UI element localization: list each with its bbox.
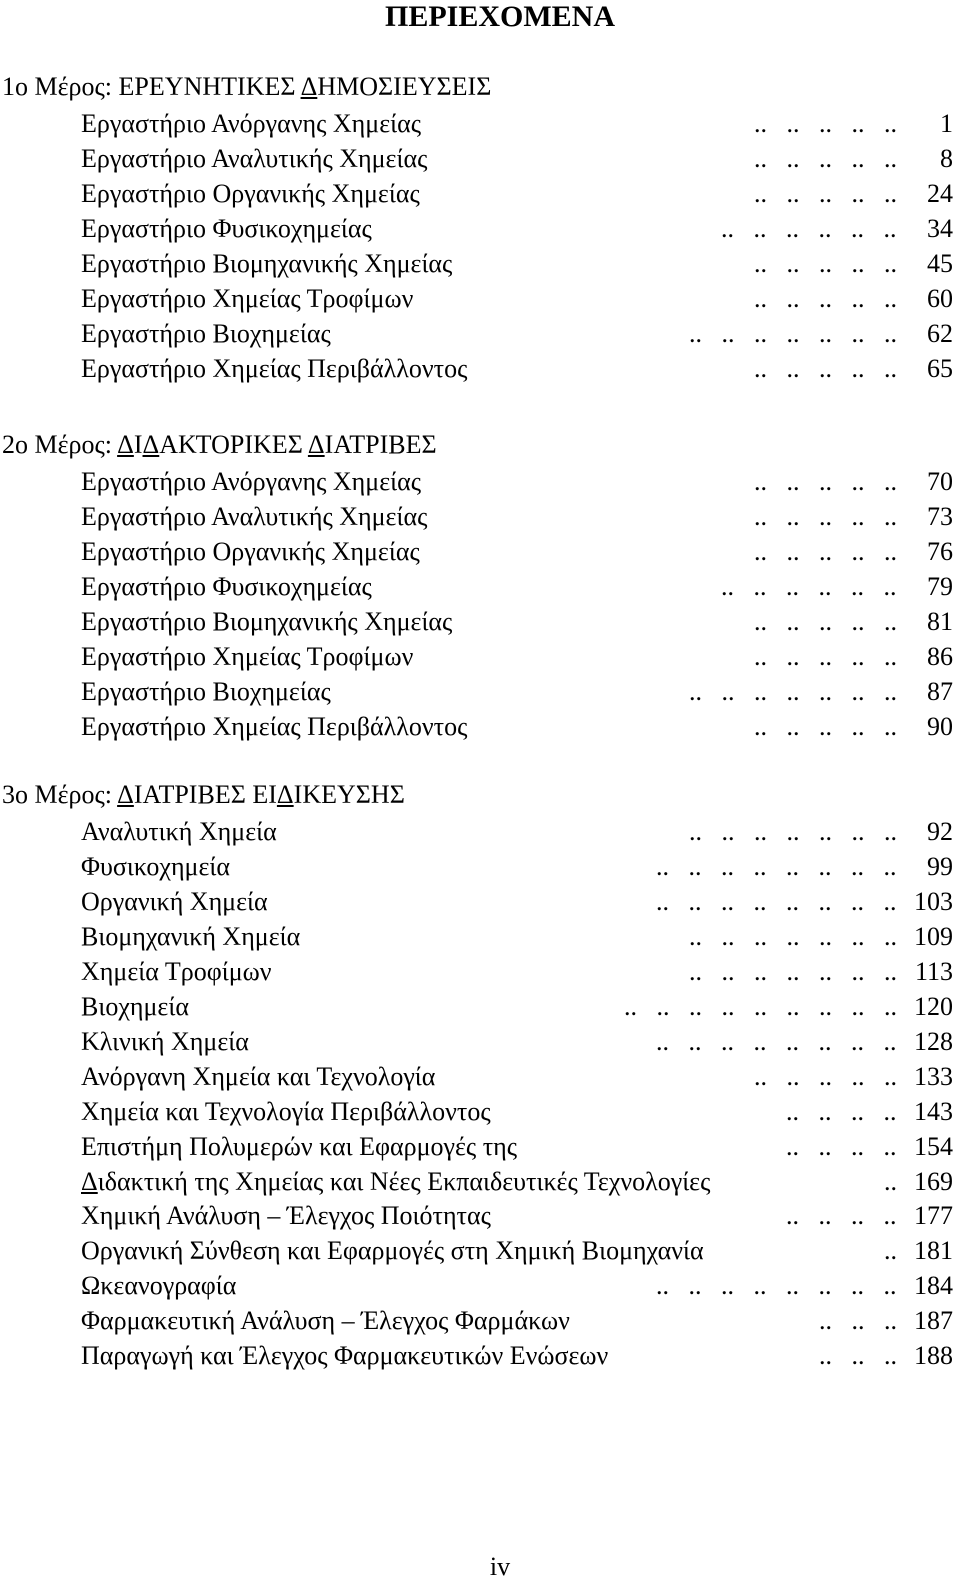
toc-entry[interactable] bbox=[81, 352, 953, 386]
toc-entry[interactable] bbox=[81, 710, 953, 744]
toc-entry-title: Χημεία και Τεχνολογία Περιβάλλοντος bbox=[81, 1096, 491, 1126]
toc-entry[interactable] bbox=[81, 990, 953, 1024]
toc-entry-title: Βιομηχανική Χημεία bbox=[81, 921, 301, 951]
toc-entry[interactable] bbox=[81, 1060, 953, 1094]
toc-dot-leader: .. .. .. .. .. .. .. bbox=[689, 956, 897, 986]
toc-entry[interactable] bbox=[81, 535, 953, 569]
toc-entry-title: Βιοχημεία bbox=[81, 991, 189, 1021]
section-heading bbox=[2, 72, 491, 102]
toc-entry-title: Εργαστήριο Φυσικοχημείας bbox=[81, 213, 372, 243]
toc-dot-leader: .. .. .. .. bbox=[786, 1096, 897, 1126]
toc-dot-leader: .. .. .. .. .. bbox=[754, 467, 897, 496]
toc-entry[interactable] bbox=[81, 815, 953, 849]
toc-dot-leader: .. .. .. .. .. bbox=[754, 536, 897, 566]
toc-entry-title: Εργαστήριο Χημείας Περιβάλλοντος bbox=[81, 353, 468, 383]
toc-entry-title: Διδακτική της Χημείας και Νέες Εκπαιδευτικές Τεχνολογίες bbox=[81, 1166, 711, 1196]
section-heading bbox=[2, 780, 405, 810]
toc-page-number: 86 bbox=[927, 641, 953, 671]
toc-page-number: 103 bbox=[914, 886, 953, 916]
toc-page-number: 133 bbox=[914, 1061, 953, 1091]
toc-page-number: 90 bbox=[927, 711, 953, 741]
toc-entry[interactable] bbox=[81, 850, 953, 884]
toc-entry[interactable] bbox=[81, 675, 953, 709]
toc-entry-title: Οργανική Σύνθεση και Εφαρμογές στη Χημική Βιομηχανία bbox=[81, 1236, 704, 1266]
toc-page-number: 60 bbox=[927, 283, 953, 313]
toc-dot-leader: .. .. .. .. bbox=[786, 1131, 897, 1161]
toc-dot-leader: .. .. .. .. bbox=[786, 1201, 897, 1231]
toc-dot-leader: .. .. .. .. .. .. .. .. bbox=[656, 1026, 897, 1056]
toc-entry-title: Εργαστήριο Αναλυτικής Χημείας bbox=[81, 143, 428, 173]
toc-dot-leader: .. .. .. .. .. .. .. .. .. bbox=[624, 991, 897, 1021]
toc-page-number: 109 bbox=[914, 921, 953, 951]
toc-entry-title: Εργαστήριο Αναλυτικής Χημείας bbox=[81, 501, 428, 531]
toc-dot-leader: .. .. .. .. .. bbox=[754, 109, 897, 138]
toc-dot-leader: .. .. .. .. .. .. .. .. bbox=[656, 1271, 897, 1301]
toc-entry-title: Αναλυτική Χημεία bbox=[81, 817, 277, 846]
toc-entry[interactable] bbox=[81, 1234, 953, 1268]
toc-page-number: 62 bbox=[927, 318, 953, 348]
toc-entry[interactable] bbox=[81, 1130, 953, 1164]
toc-entry-title: Εργαστήριο Βιομηχανικής Χημείας bbox=[81, 248, 453, 278]
toc-page-number: 81 bbox=[927, 606, 953, 636]
toc-page-number: 187 bbox=[914, 1306, 953, 1336]
toc-entry[interactable] bbox=[81, 1199, 953, 1233]
section-heading-prefix: 2ο Μέρος: bbox=[2, 430, 118, 459]
toc-entry-title: Φυσικοχημεία bbox=[81, 851, 231, 881]
toc-dot-leader: .. .. .. .. .. bbox=[754, 248, 897, 278]
toc-entry[interactable] bbox=[81, 605, 953, 639]
toc-page-number: 70 bbox=[927, 467, 953, 496]
toc-page-number: 154 bbox=[914, 1131, 953, 1161]
toc-entry-title: Κλινική Χημεία bbox=[81, 1026, 249, 1056]
toc-page-number: 76 bbox=[927, 536, 953, 566]
toc-dot-leader: .. .. .. .. .. .. .. bbox=[689, 676, 897, 706]
toc-dot-leader: .. .. .. .. .. .. .. bbox=[689, 817, 897, 846]
toc-page-number: 143 bbox=[914, 1096, 953, 1126]
toc-entry[interactable] bbox=[81, 885, 953, 919]
section-heading-prefix: 3ο Μέρος: bbox=[2, 780, 118, 809]
toc-entry[interactable] bbox=[81, 1165, 953, 1199]
toc-page-number: 181 bbox=[914, 1236, 953, 1266]
toc-dot-leader: .. .. .. .. .. .. .. bbox=[689, 921, 897, 951]
toc-entry-title: Εργαστήριο Οργανικής Χημείας bbox=[81, 536, 420, 566]
toc-dot-leader: .. .. .. bbox=[819, 1306, 897, 1336]
toc-page-number: 188 bbox=[914, 1341, 953, 1371]
toc-page-number: 113 bbox=[914, 956, 953, 986]
toc-entry[interactable] bbox=[81, 640, 953, 674]
toc-dot-leader: .. bbox=[884, 1236, 897, 1266]
toc-entry[interactable] bbox=[81, 465, 953, 499]
toc-page-number: 177 bbox=[914, 1201, 953, 1231]
toc-entry[interactable] bbox=[81, 955, 953, 989]
toc-entry-title: Εργαστήριο Βιοχημείας bbox=[81, 318, 331, 348]
toc-dot-leader: .. .. .. .. .. bbox=[754, 1061, 897, 1091]
toc-entry[interactable] bbox=[81, 1095, 953, 1129]
toc-dot-leader: .. .. .. .. .. .. .. .. bbox=[656, 886, 897, 916]
toc-entry-title: Εργαστήριο Βιομηχανικής Χημείας bbox=[81, 606, 453, 636]
toc-entry-title: Ανόργανη Χημεία και Τεχνολογία bbox=[81, 1061, 436, 1091]
section-heading-title: ΔΙΑΤΡΙΒΕΣ ΕΙΔΙΚΕΥΣΗΣ bbox=[117, 780, 405, 809]
toc-entry-title: Φαρμακευτική Ανάλυση – Έλεγχος Φαρμάκων bbox=[81, 1306, 570, 1336]
toc-dot-leader: .. .. .. .. .. bbox=[754, 711, 897, 741]
toc-entry[interactable] bbox=[81, 1269, 953, 1303]
toc-entry-title: Εργαστήριο Ανόργανης Χημείας bbox=[81, 467, 422, 496]
toc-entry[interactable] bbox=[81, 177, 953, 211]
toc-entry[interactable] bbox=[81, 1304, 953, 1338]
toc-entry-title: Εργαστήριο Χημείας Τροφίμων bbox=[81, 641, 414, 671]
toc-entry-title: Εργαστήριο Φυσικοχημείας bbox=[81, 571, 372, 601]
toc-page-number: 73 bbox=[927, 501, 953, 531]
toc-entry[interactable] bbox=[81, 1339, 953, 1373]
toc-entry[interactable] bbox=[81, 282, 953, 316]
toc-page-number: 65 bbox=[927, 353, 953, 383]
toc-entry[interactable] bbox=[81, 500, 953, 534]
toc-dot-leader: .. .. .. bbox=[819, 1341, 897, 1371]
toc-page-number: 79 bbox=[927, 571, 953, 601]
toc-entry[interactable] bbox=[81, 1025, 953, 1059]
toc-dot-leader: .. .. .. .. .. bbox=[754, 178, 897, 208]
toc-page-number: 92 bbox=[927, 817, 953, 846]
page-title: ΠΕΡΙΕΧΟΜΕΝΑ bbox=[384, 0, 615, 33]
toc-entry-title: Εργαστήριο Ανόργανης Χημείας bbox=[81, 109, 422, 138]
section-heading-title: ΕΡΕΥΝΗΤΙΚΕΣ ΔΗΜΟΣΙΕΥΣΕΙΣ bbox=[118, 72, 492, 101]
toc-entry-title: Χημεία Τροφίμων bbox=[81, 956, 272, 986]
toc-page-number: 34 bbox=[927, 213, 953, 243]
toc-page-number: 128 bbox=[914, 1026, 953, 1056]
toc-dot-leader: .. .. .. .. .. .. bbox=[721, 213, 897, 243]
toc-dot-leader: .. bbox=[884, 1166, 897, 1196]
toc-dot-leader: .. .. .. .. .. bbox=[754, 501, 897, 531]
toc-page-number: 1 bbox=[940, 109, 953, 138]
toc-entry-title: Εργαστήριο Οργανικής Χημείας bbox=[81, 178, 420, 208]
toc-dot-leader: .. .. .. .. .. bbox=[754, 606, 897, 636]
section-heading-prefix: 1ο Μέρος: bbox=[2, 72, 119, 101]
toc-entry[interactable] bbox=[81, 247, 953, 281]
toc-entry[interactable] bbox=[81, 317, 953, 351]
toc-entry-title: Εργαστήριο Χημείας Τροφίμων bbox=[81, 283, 414, 313]
toc-entry[interactable] bbox=[81, 142, 953, 176]
toc-dot-leader: .. .. .. .. .. bbox=[754, 353, 897, 383]
toc-entry[interactable] bbox=[81, 212, 953, 246]
toc-page-number: 120 bbox=[914, 991, 953, 1021]
toc-dot-leader: .. .. .. .. .. .. .. bbox=[689, 318, 897, 348]
toc-dot-leader: .. .. .. .. .. .. bbox=[721, 571, 897, 601]
toc-page-number: 8 bbox=[940, 143, 953, 173]
page-number-footer: iv bbox=[489, 1552, 511, 1581]
toc-entry-title: Παραγωγή και Έλεγχος Φαρμακευτικών Ενώσεων bbox=[81, 1341, 609, 1371]
toc-entry-title: Οργανική Χημεία bbox=[81, 886, 268, 916]
toc-page-number: 99 bbox=[927, 851, 953, 881]
toc-dot-leader: .. .. .. .. .. bbox=[754, 641, 897, 671]
toc-entry-title: Εργαστήριο Βιοχημείας bbox=[81, 676, 331, 706]
toc-page-number: 87 bbox=[927, 676, 953, 706]
toc-entry[interactable] bbox=[81, 107, 953, 141]
section-heading-title: ΔΙΔΑΚΤΟΡΙΚΕΣ ΔΙΑΤΡΙΒΕΣ bbox=[117, 430, 437, 459]
toc-entry[interactable] bbox=[81, 920, 953, 954]
toc-page-number: 169 bbox=[914, 1166, 953, 1196]
toc-page-number: 45 bbox=[927, 248, 953, 278]
toc-entry-title: Επιστήμη Πολυμερών και Εφαρμογές της bbox=[81, 1131, 518, 1161]
toc-dot-leader: .. .. .. .. .. .. .. .. bbox=[656, 851, 897, 881]
toc-entry-title: Χημική Ανάλυση – Έλεγχος Ποιότητας bbox=[81, 1201, 491, 1231]
toc-entry-title: Εργαστήριο Χημείας Περιβάλλοντος bbox=[81, 711, 468, 741]
toc-dot-leader: .. .. .. .. .. bbox=[754, 283, 897, 313]
toc-dot-leader: .. .. .. .. .. bbox=[754, 143, 897, 173]
toc-page-number: 24 bbox=[927, 178, 953, 208]
toc-entry[interactable] bbox=[81, 570, 953, 604]
toc-entry-title: Ωκεανογραφία bbox=[81, 1271, 237, 1301]
toc-page-number: 184 bbox=[914, 1271, 953, 1301]
section-heading bbox=[2, 430, 437, 460]
